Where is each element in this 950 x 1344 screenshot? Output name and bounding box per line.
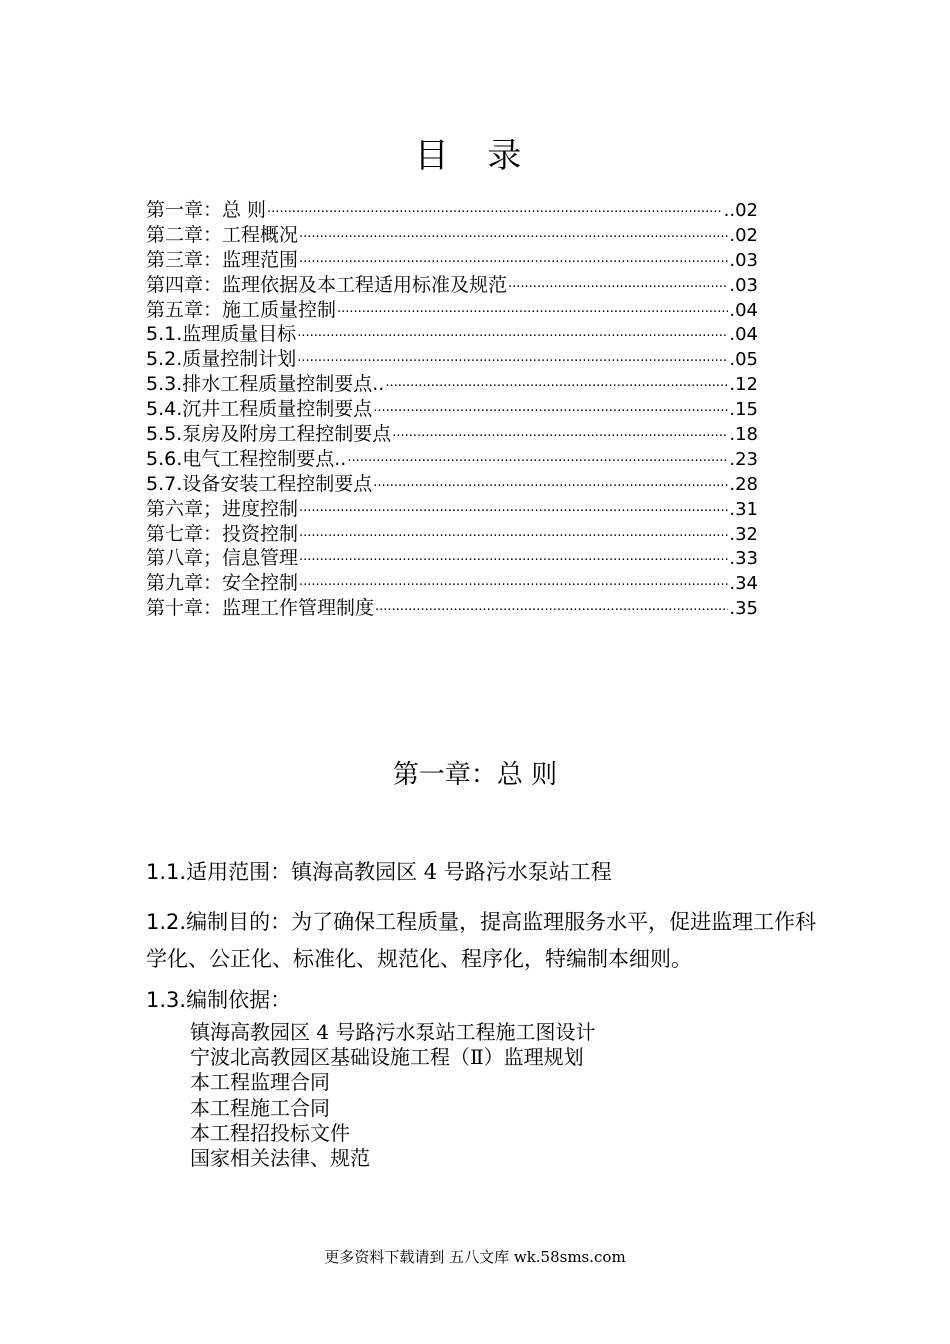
toc-entry-label: 5.4.沉井工程质量控制要点: [146, 398, 373, 421]
toc-entry-label: 第七章：投资控制: [146, 522, 299, 545]
toc-entry-page: .31: [729, 498, 758, 520]
toc-title: 目 录: [414, 136, 536, 176]
toc-entry-label: 5.7.设备安装工程控制要点: [146, 472, 373, 495]
toc-entry-label: 第十章：监理工作管理制度: [146, 597, 375, 620]
toc-entry-label: 5.3.排水工程质量控制要点..: [146, 373, 385, 396]
toc-entry-page: .32: [729, 523, 758, 545]
toc-leader: [299, 226, 728, 251]
toc-entry-label: 5.1.监理质量目标: [146, 323, 297, 346]
toc-entry[interactable]: [146, 298, 758, 323]
section-body: 镇海高教园区 4 号路污水泵站工程: [291, 860, 612, 884]
toc-entry-page: .35: [729, 598, 758, 620]
toc-entry-label: 第一章：总 则: [146, 199, 267, 221]
chapter-title: 第一章：总 则: [392, 760, 558, 790]
reference-item: 国家相关法律、规范: [190, 1146, 370, 1171]
section-scope: [146, 854, 826, 890]
toc-entry-page: .15: [729, 399, 758, 421]
toc-entry[interactable]: [146, 571, 758, 596]
section-body: 为了确保工程质量，提高监理服务水平，促进监理工作科学化、公正化、标准化、规范化、程序化，特编制本细则。: [146, 910, 817, 971]
toc-entry-label: 5.5.泵房及附房工程控制要点: [146, 423, 392, 446]
toc-entry-label: 第二章：工程概况: [146, 223, 299, 246]
toc-entry-label: 第八章；信息管理: [146, 547, 299, 570]
toc-entry-page: ..02: [723, 200, 758, 221]
toc-entry-label: 第四章：监理依据及本工程适用标准及规范: [146, 273, 508, 296]
section-purpose: [146, 904, 826, 978]
toc-entry-page: .04: [729, 324, 758, 346]
section-heading: 1.2.编制目的：: [146, 910, 292, 934]
toc-entry-page: .02: [729, 224, 758, 246]
toc-leader: [375, 599, 728, 624]
toc-entry-page: .03: [729, 249, 758, 271]
toc-entry-page: .12: [729, 374, 758, 396]
toc-entry-label: 第三章：监理范围: [146, 248, 299, 271]
toc-entry-label: 第五章：施工质量控制: [146, 298, 337, 321]
toc-entry[interactable]: [146, 522, 758, 547]
toc-leader: [392, 425, 728, 450]
table-of-contents: [146, 198, 758, 621]
toc-entry[interactable]: [146, 497, 758, 522]
reference-list: [190, 1020, 595, 1171]
section-basis: [146, 982, 826, 1018]
toc-entry[interactable]: [146, 198, 758, 223]
section-heading: 1.3.编制依据：: [146, 988, 292, 1012]
toc-entry[interactable]: [146, 273, 758, 298]
toc-leader: [337, 301, 728, 326]
toc-entry[interactable]: [146, 397, 758, 422]
toc-entry[interactable]: [146, 472, 758, 497]
toc-entry[interactable]: [146, 372, 758, 397]
reference-item: 本工程施工合同: [190, 1095, 330, 1120]
toc-entry-label: 5.2.质量控制计划: [146, 348, 297, 371]
toc-leader: [299, 549, 728, 574]
toc-entry-page: .34: [729, 573, 758, 595]
toc-entry-page: .04: [729, 299, 758, 321]
toc-entry[interactable]: [146, 596, 758, 621]
toc-entry[interactable]: [146, 422, 758, 447]
toc-entry-page: .23: [729, 448, 758, 470]
toc-entry-label: 第九章：安全控制: [146, 572, 299, 595]
toc-entry-label: 第六章；进度控制: [146, 497, 299, 520]
toc-entry-page: .33: [729, 548, 758, 570]
toc-entry[interactable]: [146, 347, 758, 372]
toc-entry-label: 5.6.电气工程控制要点..: [146, 447, 347, 470]
toc-leader: [373, 475, 728, 500]
section-heading: 1.1.适用范围：: [146, 860, 292, 884]
toc-leader: [297, 325, 728, 350]
footer-note: 更多资料下载请到 五八文库 wk.58sms.com: [324, 1248, 626, 1266]
toc-leader: [299, 500, 728, 525]
toc-entry[interactable]: [146, 447, 758, 472]
toc-entry-page: .03: [729, 274, 758, 296]
toc-leader: [267, 201, 723, 226]
reference-item: 镇海高教园区 4 号路污水泵站工程施工图设计: [190, 1020, 596, 1044]
toc-entry[interactable]: [146, 248, 758, 273]
toc-entry-page: .28: [729, 473, 758, 495]
reference-item: 宁波北高教园区基础设施工程（Ⅱ）监理规划: [190, 1045, 584, 1070]
toc-entry-page: .05: [729, 349, 758, 371]
toc-leader: [299, 525, 728, 550]
toc-leader: [373, 400, 728, 425]
toc-entry[interactable]: [146, 546, 758, 571]
reference-item: 本工程招投标文件: [190, 1120, 350, 1145]
toc-entry[interactable]: [146, 223, 758, 248]
toc-entry-page: .18: [729, 424, 758, 446]
toc-leader: [347, 450, 728, 475]
toc-leader: [385, 375, 728, 400]
toc-entry[interactable]: [146, 322, 758, 347]
toc-leader: [508, 276, 728, 301]
reference-item: 本工程监理合同: [190, 1070, 330, 1095]
